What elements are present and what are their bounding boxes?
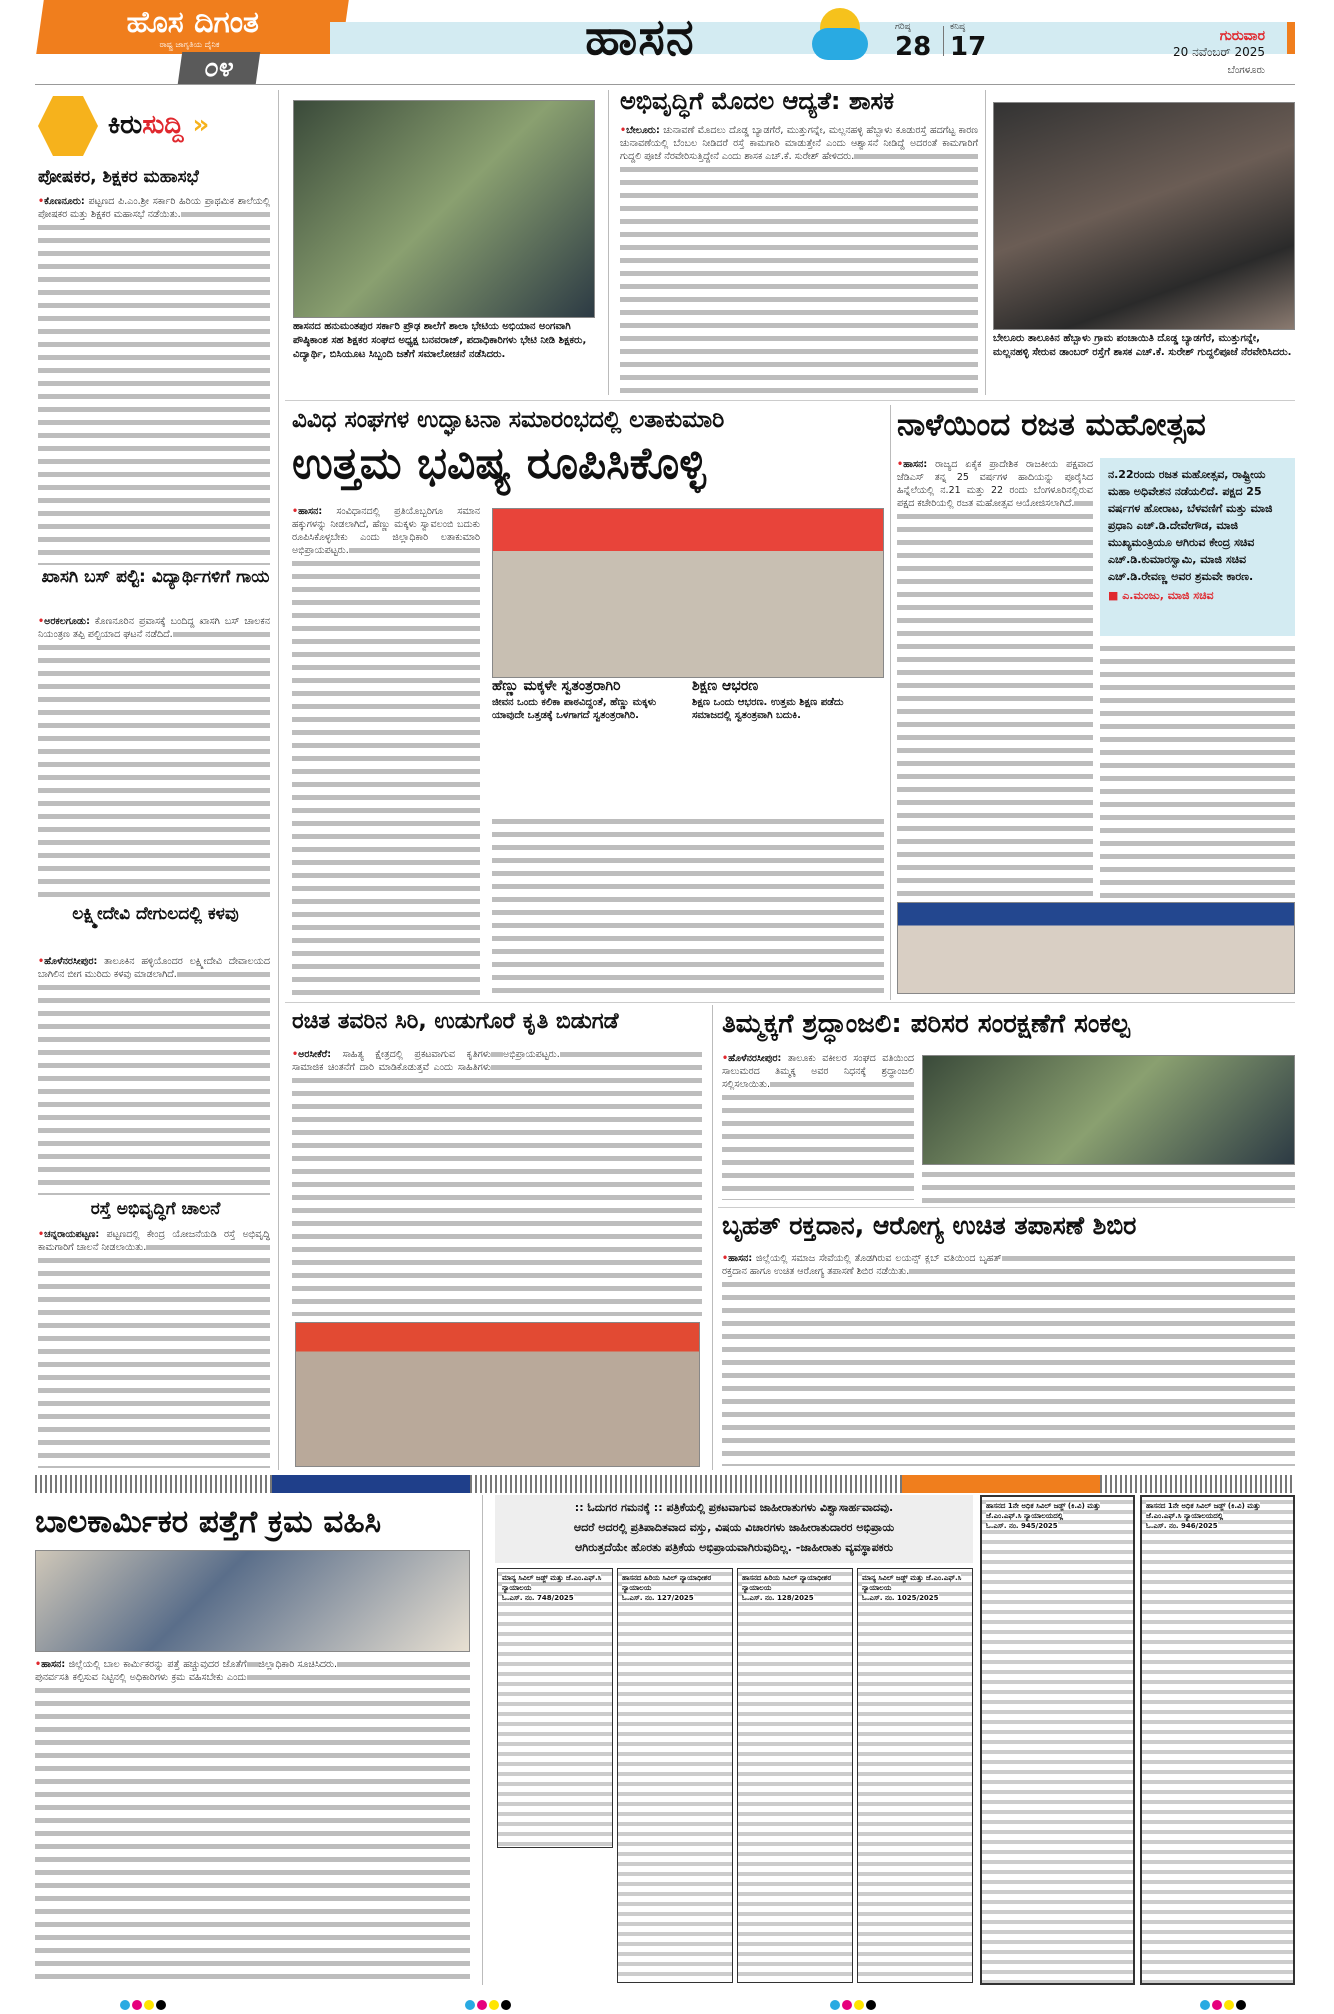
divider bbox=[482, 1495, 483, 1985]
divider bbox=[278, 90, 279, 1470]
legal-notice: ಮಾನ್ಯ ಸಿವಿಲ್ ಜಡ್ಜ್ ಮತ್ತು ಜೆ.ಎಂ.ಎಫ್.ಸಿ ನ್ಯಾಯಾಲಯ ಓ.ಎಸ್. ನಂ. 1025/2025 bbox=[857, 1568, 973, 1983]
min-temp: ಕನಿಷ್ಠ 17 bbox=[950, 22, 987, 62]
article-body-continued bbox=[922, 1168, 1295, 1204]
readers-notice: :: ಓದುಗರ ಗಮನಕ್ಕೆ :: ಪತ್ರಿಕೆಯಲ್ಲಿ ಪ್ರಕಟವಾಗುವ ಜಾಹೀರಾತುಗಳು ವಿಶ್ವಾಸಾರ್ಹವಾದವು. ಆದರೆ ಅದರಲ್ಲಿ ಪ್ರತಿಪಾದಿತವಾದ ವಸ್ತು, ವಿಷಯ ವಿಚಾರಗಳು ಜಾಹೀರಾತುದಾರರ ಅಭಿಪ್ರಾಯ ಆಗಿರುತ್ತದೆಯೇ ಹೊರತು ಪತ್ರಿಕೆಯ ಅಭಿಪ್ರಾಯವಾಗಿರುವುದಿಲ್ಲ. -ಜಾಹೀರಾತು ವ್ಯವಸ್ಥಾಪಕರು bbox=[495, 1495, 973, 1563]
headline: ರಸ್ತೆ ಅಭಿವೃದ್ಧಿಗೆ ಚಾಲನೆ bbox=[90, 1199, 221, 1219]
divider bbox=[985, 90, 986, 395]
article-body: •ಬೇಲೂರು: ಚುನಾವಣೆ ಮೊದಲು ದೊಡ್ಡ ಬ್ಯಾಡಗೆರೆ, ಮುತ್ತುಗನ್ನೇ, ಮಲ್ಲನಹಳ್ಳಿ ಹೆಬ್ಬಾಳು ಕೂಡುರಸ್ತೆ ಹದಗೆಟ್ಟ ಕಾರಣ ಚುನಾವಣೆಯಲ್ಲಿ ಬೆಂಬಲ ನೀಡಿದರೆ ರಸ್ತೆ ಕಾಮಗಾರಿ ಮಾಡುತ್ತೇನೆ ಎಂದು ಆಶ್ವಾಸನೆ ನೀಡಿದ್ದೆ ಅದರಂತೆ ಕಾಮಗಾರಿಗೆ ಗುದ್ದಲಿ ಪೂಜೆ ನೆರವೇರಿಸುತ್ತಿದ್ದೇನೆ ಎಂದು ಶಾಸಕ ಎಚ್.ಕೆ. ಸುರೇಶ್ ಹೇಳಿದರು. bbox=[620, 124, 978, 394]
newspaper-logo: ಹೊಸ ದಿಗಂತ ರಾಷ್ಟ್ರ ಜಾಗೃತಿಯ ದೈನಿಕ bbox=[36, 0, 349, 54]
kirusuddhi-label: ಕಿರುಸುದ್ದಿ » bbox=[108, 110, 210, 140]
photo-press-meet bbox=[897, 902, 1295, 994]
article-body-continued bbox=[492, 815, 884, 995]
section-stripe bbox=[35, 1475, 1295, 1493]
photo-inauguration bbox=[492, 508, 884, 678]
accent-bar bbox=[1287, 22, 1295, 54]
headline: ಲಕ್ಷ್ಮೀದೇವಿ ದೇಗುಲದಲ್ಲಿ ಕಳವು bbox=[72, 904, 239, 924]
weather-cloud-icon bbox=[812, 28, 868, 60]
photo-meeting bbox=[35, 1550, 470, 1652]
legal-notice: ಹಾಸನದ ಹಿರಿಯ ಸಿವಿಲ್ ನ್ಯಾಯಾಧೀಶರ ನ್ಯಾಯಾಲಯ ಓ.ಎಸ್. ನಂ. 128/2025 bbox=[737, 1568, 853, 1983]
photo-tribute bbox=[922, 1055, 1295, 1165]
sidebar-box: ಶಿಕ್ಷಣ ಆಭರಣ ಶಿಕ್ಷಣ ಒಂದು ಆಭರಣ. ಉತ್ತಮ ಶಿಕ್ಷಣ ಪಡೆದು ಸಮಾಜದಲ್ಲಿ ಸ್ವತಂತ್ರವಾಗಿ ಬದುಕಿ. bbox=[692, 678, 844, 721]
divider bbox=[608, 90, 609, 395]
divider bbox=[943, 26, 944, 56]
edition-city-title: ಹಾಸನ bbox=[585, 8, 695, 66]
headline: ಬೃಹತ್ ರಕ್ತದಾನ, ಆರೋಗ್ಯ ಉಚಿತ ತಪಾಸಣೆ ಶಿಬಿರ bbox=[722, 1211, 1137, 1240]
legal-notice: ಹಾಸನದ ಹಿರಿಯ ಸಿವಿಲ್ ನ್ಯಾಯಾಧೀಶರ ನ್ಯಾಯಾಲಯ ಓ.ಎಸ್. ನಂ. 127/2025 bbox=[617, 1568, 733, 1983]
photo-caption: ಬೇಲೂರು ತಾಲೂಕಿನ ಹೆಬ್ಬಾಳು ಗ್ರಾಮ ಪಂಚಾಯಿತಿ ದೊಡ್ಡ ಬ್ಯಾಡಗೆರೆ, ಮುತ್ತುಗನ್ನೇ, ಮಲ್ಲನಹಳ್ಳಿ ಸೇರುವ ಡಾಂಬರ್ ರಸ್ತೆಗೆ ಶಾಸಕ ಎಚ್.ಕೆ. ಸುರೇಶ್ ಗುದ್ದಲಿಪೂಜೆ ನೆರವೇರಿಸಿದರು. bbox=[993, 333, 1292, 358]
headline: ಖಾಸಗಿ ಬಸ್ ಪಲ್ಟಿ: ವಿದ್ಯಾರ್ಥಿಗಳಿಗೆ ಗಾಯ bbox=[41, 567, 270, 587]
photo-school-visit bbox=[293, 100, 595, 318]
divider bbox=[285, 400, 1295, 401]
stripe-orange-block bbox=[902, 1475, 1100, 1493]
page-number: ೦೪ bbox=[178, 52, 260, 84]
headline: ನಾಳೆಯಿಂದ ರಜತ ಮಹೋತ್ಸವ bbox=[897, 407, 1206, 443]
headline: ರಚಿತ ತವರಿನ ಸಿರಿ, ಉಡುಗೊರೆ ಕೃತಿ ಬಿಡುಗಡೆ bbox=[292, 1009, 619, 1034]
photo-road-ceremony bbox=[993, 102, 1295, 330]
legal-notice: ಹಾಸನದ 1ನೇ ಅಧಿಕ ಸಿವಿಲ್ ಜಡ್ಜ್ (ಕಿ.ವಿ) ಮತ್ತು ಜೆ.ಎಂ.ಎಫ್.ಸಿ ನ್ಯಾಯಾಲಯದಲ್ಲಿ ಓ.ಎಸ್. ನಂ. 945/2025 bbox=[980, 1495, 1135, 1985]
kicker: ವಿವಿಧ ಸಂಘಗಳ ಉದ್ಘಾಟನಾ ಸಮಾರಂಭದಲ್ಲಿ ಲತಾಕುಮಾರಿ bbox=[292, 407, 725, 433]
legal-notice: ಮಾನ್ಯ ಸಿವಿಲ್ ಜಡ್ಜ್ ಮತ್ತು ಜೆ.ಎಂ.ಎಫ್.ಸಿ ನ್ಯಾಯಾಲಯ ಓ.ಎಸ್. ನಂ. 748/2025 bbox=[497, 1568, 613, 1848]
divider bbox=[712, 1005, 713, 1470]
headline: ತಿಮ್ಮಕ್ಕಗೆ ಶ್ರದ್ಧಾಂಜಲಿ: ಪರಿಸರ ಸಂರಕ್ಷಣೆಗೆ ಸಂಕಲ್ಪ bbox=[722, 1009, 1130, 1039]
divider bbox=[718, 1207, 1295, 1208]
article-body: •ಚನ್ನರಾಯಪಟ್ಟಣ: ಪಟ್ಟಣದಲ್ಲಿ ಕೇಂದ್ರ ಯೋಜನೆಯಡಿ ರಸ್ತೆ ಅಭಿವೃದ್ಧಿ ಕಾಮಗಾರಿಗೆ ಚಾಲನೆ ನೀಡಲಾಯಿತು. bbox=[38, 1228, 270, 1468]
divider bbox=[890, 405, 891, 1000]
registration-marks bbox=[465, 1995, 513, 2014]
weekday: ಗುರುವಾರ bbox=[1219, 28, 1265, 44]
article-body: •ಹಾಸನ: ಜಿಲ್ಲೆಯಲ್ಲಿ ಸಮಾಜ ಸೇವೆಯಲ್ಲಿ ತೊಡಗಿರುವ ಲಯನ್ಸ್ ಕ್ಲಬ್ ವತಿಯಿಂದ ಬೃಹತ್ ರಕ್ತದಾನ ಹಾಗೂ ಉಚಿತ ಆರೋಗ್ಯ ತಪಾಸಣೆ ಶಿಬಿರ ನಡೆಯಿತು. bbox=[722, 1252, 1295, 1466]
article-body: •ಹೊಳೆನರಸೀಪುರ: ತಾಲೂಕು ವಕೀಲರ ಸಂಘದ ವತಿಯಿಂದ ಸಾಲುಮರದ ತಿಮ್ಮಕ್ಕ ಅವರ ನಿಧನಕ್ಕೆ ಶ್ರದ್ಧಾಂಜಲಿ ಸಲ್ಲಿಸಲಾಯಿತು. bbox=[722, 1052, 914, 1200]
registration-marks bbox=[120, 1995, 168, 2014]
article-body: •ಅರಸೀಕೆರೆ: ಸಾಹಿತ್ಯ ಕ್ಷೇತ್ರದಲ್ಲಿ ಪ್ರಕಟವಾಗುವ ಕೃತಿಗಳು ಸಾಮಾಜಿಕ ಚಿಂತನೆಗೆ ದಾರಿ ಮಾಡಿಕೊಡುತ್ತವೆ ಎಂದು ಸಾಹಿತಿಗಳು ಅಭಿಪ್ರಾಯಪಟ್ಟರು. bbox=[292, 1048, 702, 1316]
article-body: •ಹಾಸನ: ರಾಜ್ಯದ ಏಕೈಕ ಪ್ರಾದೇಶಿಕ ರಾಜಕೀಯ ಪಕ್ಷವಾದ ಜೆಡಿಎಸ್ ತನ್ನ 25 ವರ್ಷಗಳ ಹಾದಿಯನ್ನು ಪೂರೈಸಿದ ಹಿನ್ನೆಲೆಯಲ್ಲಿ ನ.21 ಮತ್ತು 22 ರಂದು ಬೆಂಗಳೂರಿನಲ್ಲಿರುವ ಪಕ್ಷದ ಕಚೇರಿಯಲ್ಲಿ ರಜತ ಮಹೋತ್ಸವ ಆಯೋಜಿಸಲಾಗಿದೆ. bbox=[897, 458, 1093, 898]
article-body: •ಹಾಸನ: ಸಂವಿಧಾನದಲ್ಲಿ ಪ್ರತಿಯೊಬ್ಬರಿಗೂ ಸಮಾನ ಹಕ್ಕುಗಳನ್ನು ನೀಡಲಾಗಿದೆ, ಹೆಣ್ಣು ಮಕ್ಕಳು ಸ್ವಾವಲಂಬಿ ಬದುಕು ರೂಪಿಸಿಕೊಳ್ಳಬೇಕು ಎಂದು ಜಿಲ್ಲಾಧಿಕಾರಿ ಲತಾಕುಮಾರಿ ಅಭಿಪ್ರಾಯಪಟ್ಟರು. bbox=[292, 505, 480, 995]
sidebar-box: ಹೆಣ್ಣು ಮಕ್ಕಳೇ ಸ್ವತಂತ್ರರಾಗಿರಿ ಜೀವನ ಒಂದು ಕಲಿಕಾ ಪಾಠವಿದ್ದಂತೆ, ಹೆಣ್ಣು ಮಕ್ಕಳು ಯಾವುದೇ ಒತ್ತಡಕ್ಕೆ ಒಳಗಾಗದೆ ಸ್ವತಂತ್ರರಾಗಿರಿ. bbox=[492, 678, 657, 721]
headline: ಉತ್ತಮ ಭವಿಷ್ಯ ರೂಪಿಸಿಕೊಳ್ಳಿ bbox=[292, 438, 707, 489]
divider bbox=[35, 84, 1295, 85]
headline: ಪೋಷಕರ, ಶಿಕ್ಷಕರ ಮಹಾಸಭೆ bbox=[38, 167, 199, 187]
stripe-blue-block bbox=[272, 1475, 470, 1493]
article-body-continued bbox=[1100, 642, 1295, 898]
article-body: •ಹಾಸನ: ಜಿಲ್ಲೆಯಲ್ಲಿ ಬಾಲ ಕಾರ್ಮಿಕರನ್ನು ಪತ್ತೆ ಹಚ್ಚುವುದರ ಜೊತೆಗೆ ಪುನರ್ವಸತಿ ಕಲ್ಪಿಸುವ ನಿಟ್ಟಿನಲ್ಲಿ ಅಧಿಕಾರಿಗಳು ಕ್ರಮ ವಹಿಸಬೇಕು ಎಂದು ಜಿಲ್ಲಾಧಿಕಾರಿ ಸೂಚಿಸಿದರು. bbox=[35, 1658, 470, 1983]
legal-notice: ಹಾಸನದ 1ನೇ ಅಧಿಕ ಸಿವಿಲ್ ಜಡ್ಜ್ (ಕಿ.ವಿ) ಮತ್ತು ಜೆ.ಎಂ.ಎಫ್.ಸಿ ನ್ಯಾಯಾಲಯದಲ್ಲಿ ಓ.ಎಸ್. ನಂ. 946/2025 bbox=[1140, 1495, 1295, 1985]
headline: ಬಾಲಕಾರ್ಮಿಕರ ಪತ್ತೆಗೆ ಕ್ರಮ ವಹಿಸಿ bbox=[35, 1504, 382, 1540]
article-body: •ಕೊಣನೂರು: ಪಟ್ಟಣದ ಪಿ.ಎಂ.ಶ್ರೀ ಸರ್ಕಾರಿ ಹಿರಿಯ ಪ್ರಾಥಮಿಕ ಶಾಲೆಯಲ್ಲಿ ಪೋಷಕರ ಮತ್ತು ಶಿಕ್ಷಕರ ಮಹಾಸಭೆ ನಡೆಯಿತು. bbox=[38, 195, 270, 565]
edition: ಬೆಂಗಳೂರು bbox=[1227, 65, 1265, 76]
photo-book-release bbox=[295, 1322, 700, 1467]
headline: ಅಭಿವೃದ್ಧಿಗೆ ಮೊದಲ ಆದ್ಯತೆ: ಶಾಸಕ bbox=[620, 87, 894, 115]
highlight-box: ನ.22ರಂದು ರಜತ ಮಹೋತ್ಸವ, ರಾಷ್ಟ್ರೀಯ ಮಹಾ ಅಧಿವೇಶನ ನಡೆಯಲಿದೆ. ಪಕ್ಷದ 25 ವರ್ಷಗಳ ಹೋರಾಟ, ಬೆಳವಣಿಗೆ ಮತ್ತು ಮಾಜಿ ಪ್ರಧಾನಿ ಎಚ್.ಡಿ.ದೇವೇಗೌಡ, ಮಾಜಿ ಮುಖ್ಯಮಂತ್ರಿಯೂ ಆಗಿರುವ ಕೇಂದ್ರ ಸಚಿವ ಎಚ್.ಡಿ.ಕುಮಾರಸ್ವಾಮಿ, ಮಾಜಿ ಸಚಿವ ಎಚ್.ಡಿ.ರೇವಣ್ಣ ಅವರ ಶ್ರಮವೇ ಕಾರಣ. ■ ಎ.ಮಂಜು, ಮಾಜಿ ಸಚಿವ bbox=[1100, 458, 1295, 636]
pointing-hand-icon bbox=[38, 96, 98, 156]
article-body: •ಅರಕಲಗೂಡು: ಕೊಣನೂರಿನ ಪ್ರವಾಸಕ್ಕೆ ಬಂದಿದ್ದ ಖಾಸಗಿ ಬಸ್ ಚಾಲಕನ ನಿಯಂತ್ರಣ ತಪ್ಪಿ ಪಲ್ಟಿಯಾದ ಘಟನೆ ನಡೆದಿದೆ. bbox=[38, 615, 270, 900]
max-temp: ಗರಿಷ್ಠ 28 bbox=[895, 22, 932, 62]
registration-marks bbox=[1200, 1995, 1248, 2014]
divider bbox=[285, 1002, 1295, 1003]
photo-caption: ಹಾಸನದ ಹನುಮಂತಪುರ ಸರ್ಕಾರಿ ಪ್ರೌಢ ಶಾಲೆಗೆ ಶಾಲಾ ಭೇಟಿಯ ಅಭಿಯಾನ ಅಂಗವಾಗಿ ಪೌಷ್ಠಿಕಾಂಶ ಸಹ ಶಿಕ್ಷಕರ ಸಂಘದ ಅಧ್ಯಕ್ಷ ಬನವರಾಜ್, ಪದಾಧಿಕಾರಿಗಳು ಭೇಟಿ ನೀಡಿ ಶಿಕ್ಷಕರು, ವಿದ್ಯಾರ್ಥಿ, ಬಿಸಿಯೂಟ ಸಿಬ್ಬಂದಿ ಜತೆಗೆ ಸಮಾಲೋಚನೆ ನಡೆಸಿದರು. bbox=[293, 321, 587, 360]
registration-marks bbox=[830, 1995, 878, 2014]
date: 20 ನವೆಂಬರ್ 2025 bbox=[1173, 45, 1265, 59]
article-body: •ಹೊಳೆನರಸೀಪುರ: ತಾಲೂಕಿನ ಹಳ್ಳಿಯೊಂದರ ಲಕ್ಷ್ಮೀದೇವಿ ದೇವಾಲಯದ ಬಾಗಿಲಿನ ಬೀಗ ಮುರಿದು ಕಳವು ಮಾಡಲಾಗಿದೆ. bbox=[38, 955, 270, 1195]
